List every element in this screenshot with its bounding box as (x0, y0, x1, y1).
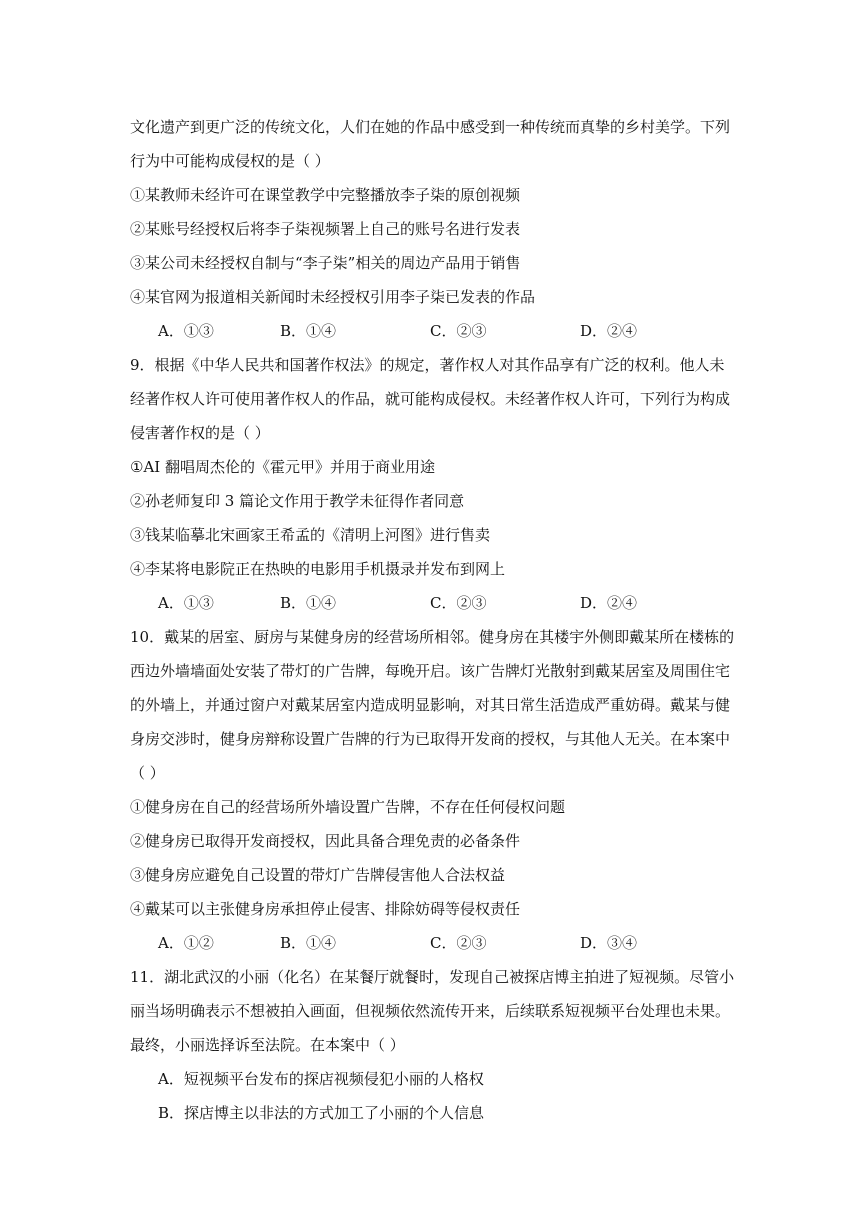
question-10-text-line: 10．戴某的居室、厨房与某健身房的经营场所相邻。健身房在其楼宇外侧即戴某所在楼栋的 (130, 628, 735, 646)
question-11-option-a: A．短视频平台发布的探店视频侵犯小丽的人格权 (158, 1070, 484, 1088)
option-d: D．③④ (580, 934, 638, 952)
question-8-text-line: 文化遗产到更广泛的传统文化，人们在她的作品中感受到一种传统而真挚的乡村美学。下列 (130, 118, 731, 136)
question-10-text-line: 西边外墙墙面处安装了带灯的广告牌，每晚开启。该广告牌灯光散射到戴某居室及周围住宅 (130, 662, 731, 680)
question-10-statement-4: ④戴某可以主张健身房承担停止侵害、排除妨碍等侵权责任 (130, 900, 521, 918)
option-a: A．①③ (158, 594, 214, 612)
question-10-options (158, 933, 718, 953)
question-11-text-line: 丽当场明确表示不想被拍入画面，但视频依然流传开来，后续联系短视频平台处理也未果。 (130, 1002, 731, 1020)
option-c: C．②③ (430, 594, 487, 612)
question-9-statement-3: ③钱某临摹北宋画家王希孟的《清明上河图》进行售卖 (130, 526, 491, 544)
question-8-statement-3: ③某公司未经授权自制与“李子柒”相关的周边产品用于销售 (130, 254, 521, 272)
option-b: B．①④ (280, 594, 337, 612)
question-9-options (158, 593, 718, 613)
question-11-option-b: B．探店博主以非法的方式加工了小丽的个人信息 (158, 1104, 485, 1122)
option-b: B．①④ (280, 322, 337, 340)
question-9-statement-1: ①AI 翻唱周杰伦的《霍元甲》并用于商业用途 (130, 458, 435, 476)
question-8-statement-1: ①某教师未经许可在课堂教学中完整播放李子柒的原创视频 (130, 186, 521, 204)
question-8-statement-4: ④某官网为报道相关新闻时未经授权引用李子柒已发表的作品 (130, 288, 536, 306)
question-9-statement-2: ②孙老师复印 3 篇论文作用于教学未征得作者同意 (130, 492, 465, 510)
question-10-text-line: 的外墙上，并通过窗户对戴某居室内造成明显影响，对其日常生活造成严重妨碍。戴某与健 (130, 696, 731, 714)
question-8-statement-2: ②某账号经授权后将李子柒视频署上自己的账号名进行发表 (130, 220, 521, 238)
question-8-text-line: 行为中可能构成侵权的是（ ） (130, 152, 330, 170)
option-c: C．②③ (430, 934, 487, 952)
question-9-statement-4: ④李某将电影院正在热映的电影用手机摄录并发布到网上 (130, 560, 506, 578)
question-10-statement-3: ③健身房应避免自己设置的带灯广告牌侵害他人合法权益 (130, 866, 506, 884)
question-9-text-line: 9．根据《中华人民共和国著作权法》的规定，著作权人对其作品享有广泛的权利。他人未 (130, 356, 725, 374)
question-9-text-line: 侵害著作权的是（ ） (130, 424, 270, 442)
question-9-text-line: 经著作权人许可使用著作权人的作品，就可能构成侵权。未经著作权人许可，下列行为构成 (130, 390, 731, 408)
option-c: C．②③ (430, 322, 487, 340)
question-10-text-line: （ ） (130, 764, 165, 782)
option-b: B．①④ (280, 934, 337, 952)
question-8-options (158, 321, 718, 341)
option-d: D．②④ (580, 322, 638, 340)
option-a: A．①③ (158, 322, 214, 340)
question-10-statement-2: ②健身房已取得开发商授权，因此具备合理免责的必备条件 (130, 832, 521, 850)
option-d: D．②④ (580, 594, 638, 612)
question-11-text-line: 11．湖北武汉的小丽（化名）在某餐厅就餐时，发现自己被探店博主拍进了短视频。尽管小 (130, 968, 735, 986)
question-10-statement-1: ①健身房在自己的经营场所外墙设置广告牌，不存在任何侵权问题 (130, 798, 566, 816)
question-11-text-line: 最终，小丽选择诉至法院。在本案中（ ） (130, 1036, 405, 1054)
question-10-text-line: 身房交涉时，健身房辩称设置广告牌的行为已取得开发商的授权，与其他人无关。在本案中 (130, 730, 731, 748)
option-a: A．①② (158, 934, 214, 952)
